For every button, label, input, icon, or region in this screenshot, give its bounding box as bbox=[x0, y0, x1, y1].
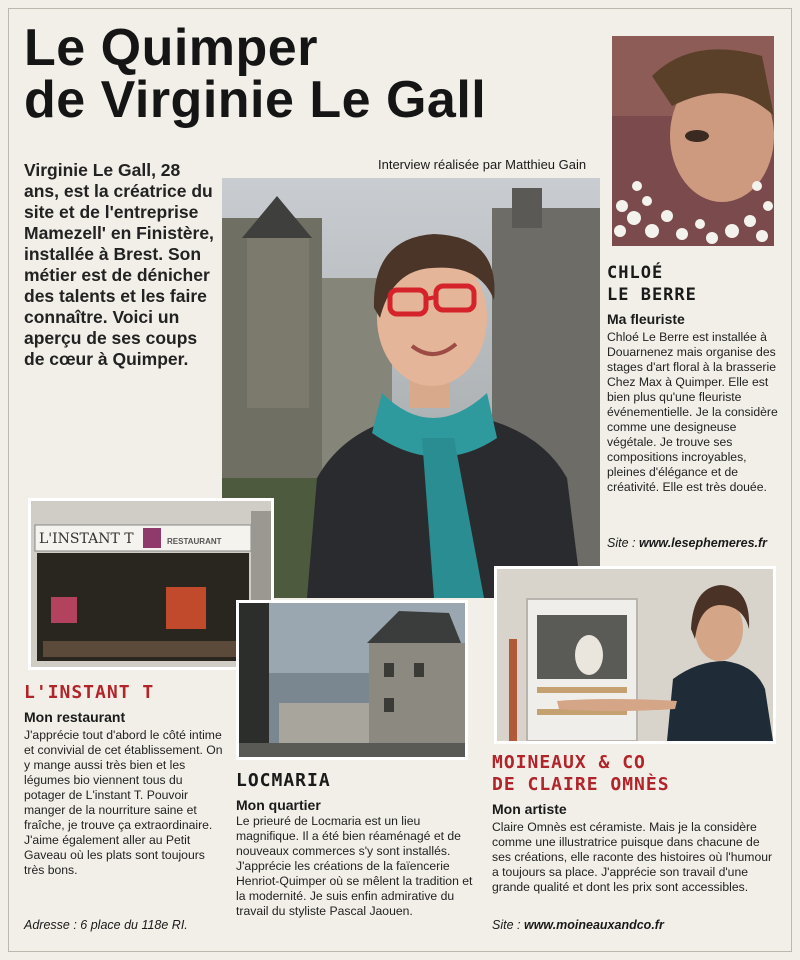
chloe-subtitle: Ma fleuriste bbox=[607, 311, 685, 327]
storefront-illustration bbox=[31, 501, 271, 667]
moineaux-body: Claire Omnès est céramiste. Mais je la considère comme une illustratrice puisque dans chacune de ses créations, elle raconte des histoires où l'humour a toujours sa place. J'apprécie son travail d'une grande qualité et dont les prix sont accessibles. bbox=[492, 820, 773, 894]
storefront-sign-sub: RESTAURANT bbox=[167, 537, 222, 546]
locmaria-body: Le prieuré de Locmaria est un lieu magnifique. Il a été bien réaménagé et de nouveaux commerces s'y sont installés. J'apprécie les créations de la faïencerie Henriot-Quimper où se mêlent la tradition et la modernité. Je suis enfin admirative du travail du styliste Pascal Jaouen. bbox=[236, 814, 473, 918]
chloe-title: CHLOÉ LE BERRE bbox=[607, 263, 697, 305]
locmaria-subtitle: Mon quartier bbox=[236, 797, 321, 813]
chloe-body: Chloé Le Berre est installée à Douarnenez mais organise des stages d'art floral à la brasserie Chez Max à Quimper. Elle est bien plus qu'une fleuriste événementielle. Je la considère comme une designeuse végétale. Je trouve ses compositions incroyables, pleines d'élégance et de créativité. Elle est très douée. bbox=[607, 330, 778, 494]
moineaux-photo bbox=[494, 566, 776, 744]
moineaux-site: Site : www.moineauxandco.fr bbox=[492, 918, 664, 932]
instant-t-body: J'apprécie tout d'abord le côté intime et convivial de cet établissement. On y mange aussi très bien et les légumes bio viennent tous du potager de L'instant T. Pouvoir manger de la nourriture saine et fraîche, je trouve ça extraordinaire. J'aime également aller au Petit Gaveau où les plats sont toujours très bons. bbox=[24, 728, 223, 877]
instant-t-title: L'INSTANT T bbox=[24, 682, 155, 703]
locmaria-illustration bbox=[239, 603, 465, 757]
instant-t-subtitle: Mon restaurant bbox=[24, 709, 126, 725]
instant-t-address: Adresse : 6 place du 118e RI. bbox=[24, 918, 188, 932]
storefront-sign: L'INSTANT T bbox=[39, 531, 134, 547]
intro-text: Virginie Le Gall, 28 ans, est la créatrice du site et de l'entreprise Mamezell' en Finistère, installée à Brest. Son métier est de dénicher des talents et les faire connaître. Voici un aperçu de ses coups de cœur à Quimper. bbox=[24, 160, 214, 369]
locmaria-title: LOCMARIA bbox=[236, 770, 331, 791]
moineaux-title: MOINEAUX & CO DE CLAIRE OMNÈS bbox=[492, 752, 670, 795]
chloe-portrait-illustration bbox=[612, 36, 774, 246]
article-title: Le Quimper de Virginie Le Gall bbox=[24, 19, 487, 129]
chloe-site: Site : www.lesephemeres.fr bbox=[607, 536, 768, 550]
interview-credit: Interview réalisée par Matthieu Gain bbox=[378, 157, 587, 172]
main-photo bbox=[222, 178, 600, 598]
locmaria-photo bbox=[236, 600, 468, 760]
main-photo-illustration bbox=[222, 178, 600, 598]
moineaux-illustration bbox=[497, 569, 773, 741]
chloe-photo bbox=[612, 36, 774, 246]
moineaux-subtitle: Mon artiste bbox=[492, 801, 567, 817]
